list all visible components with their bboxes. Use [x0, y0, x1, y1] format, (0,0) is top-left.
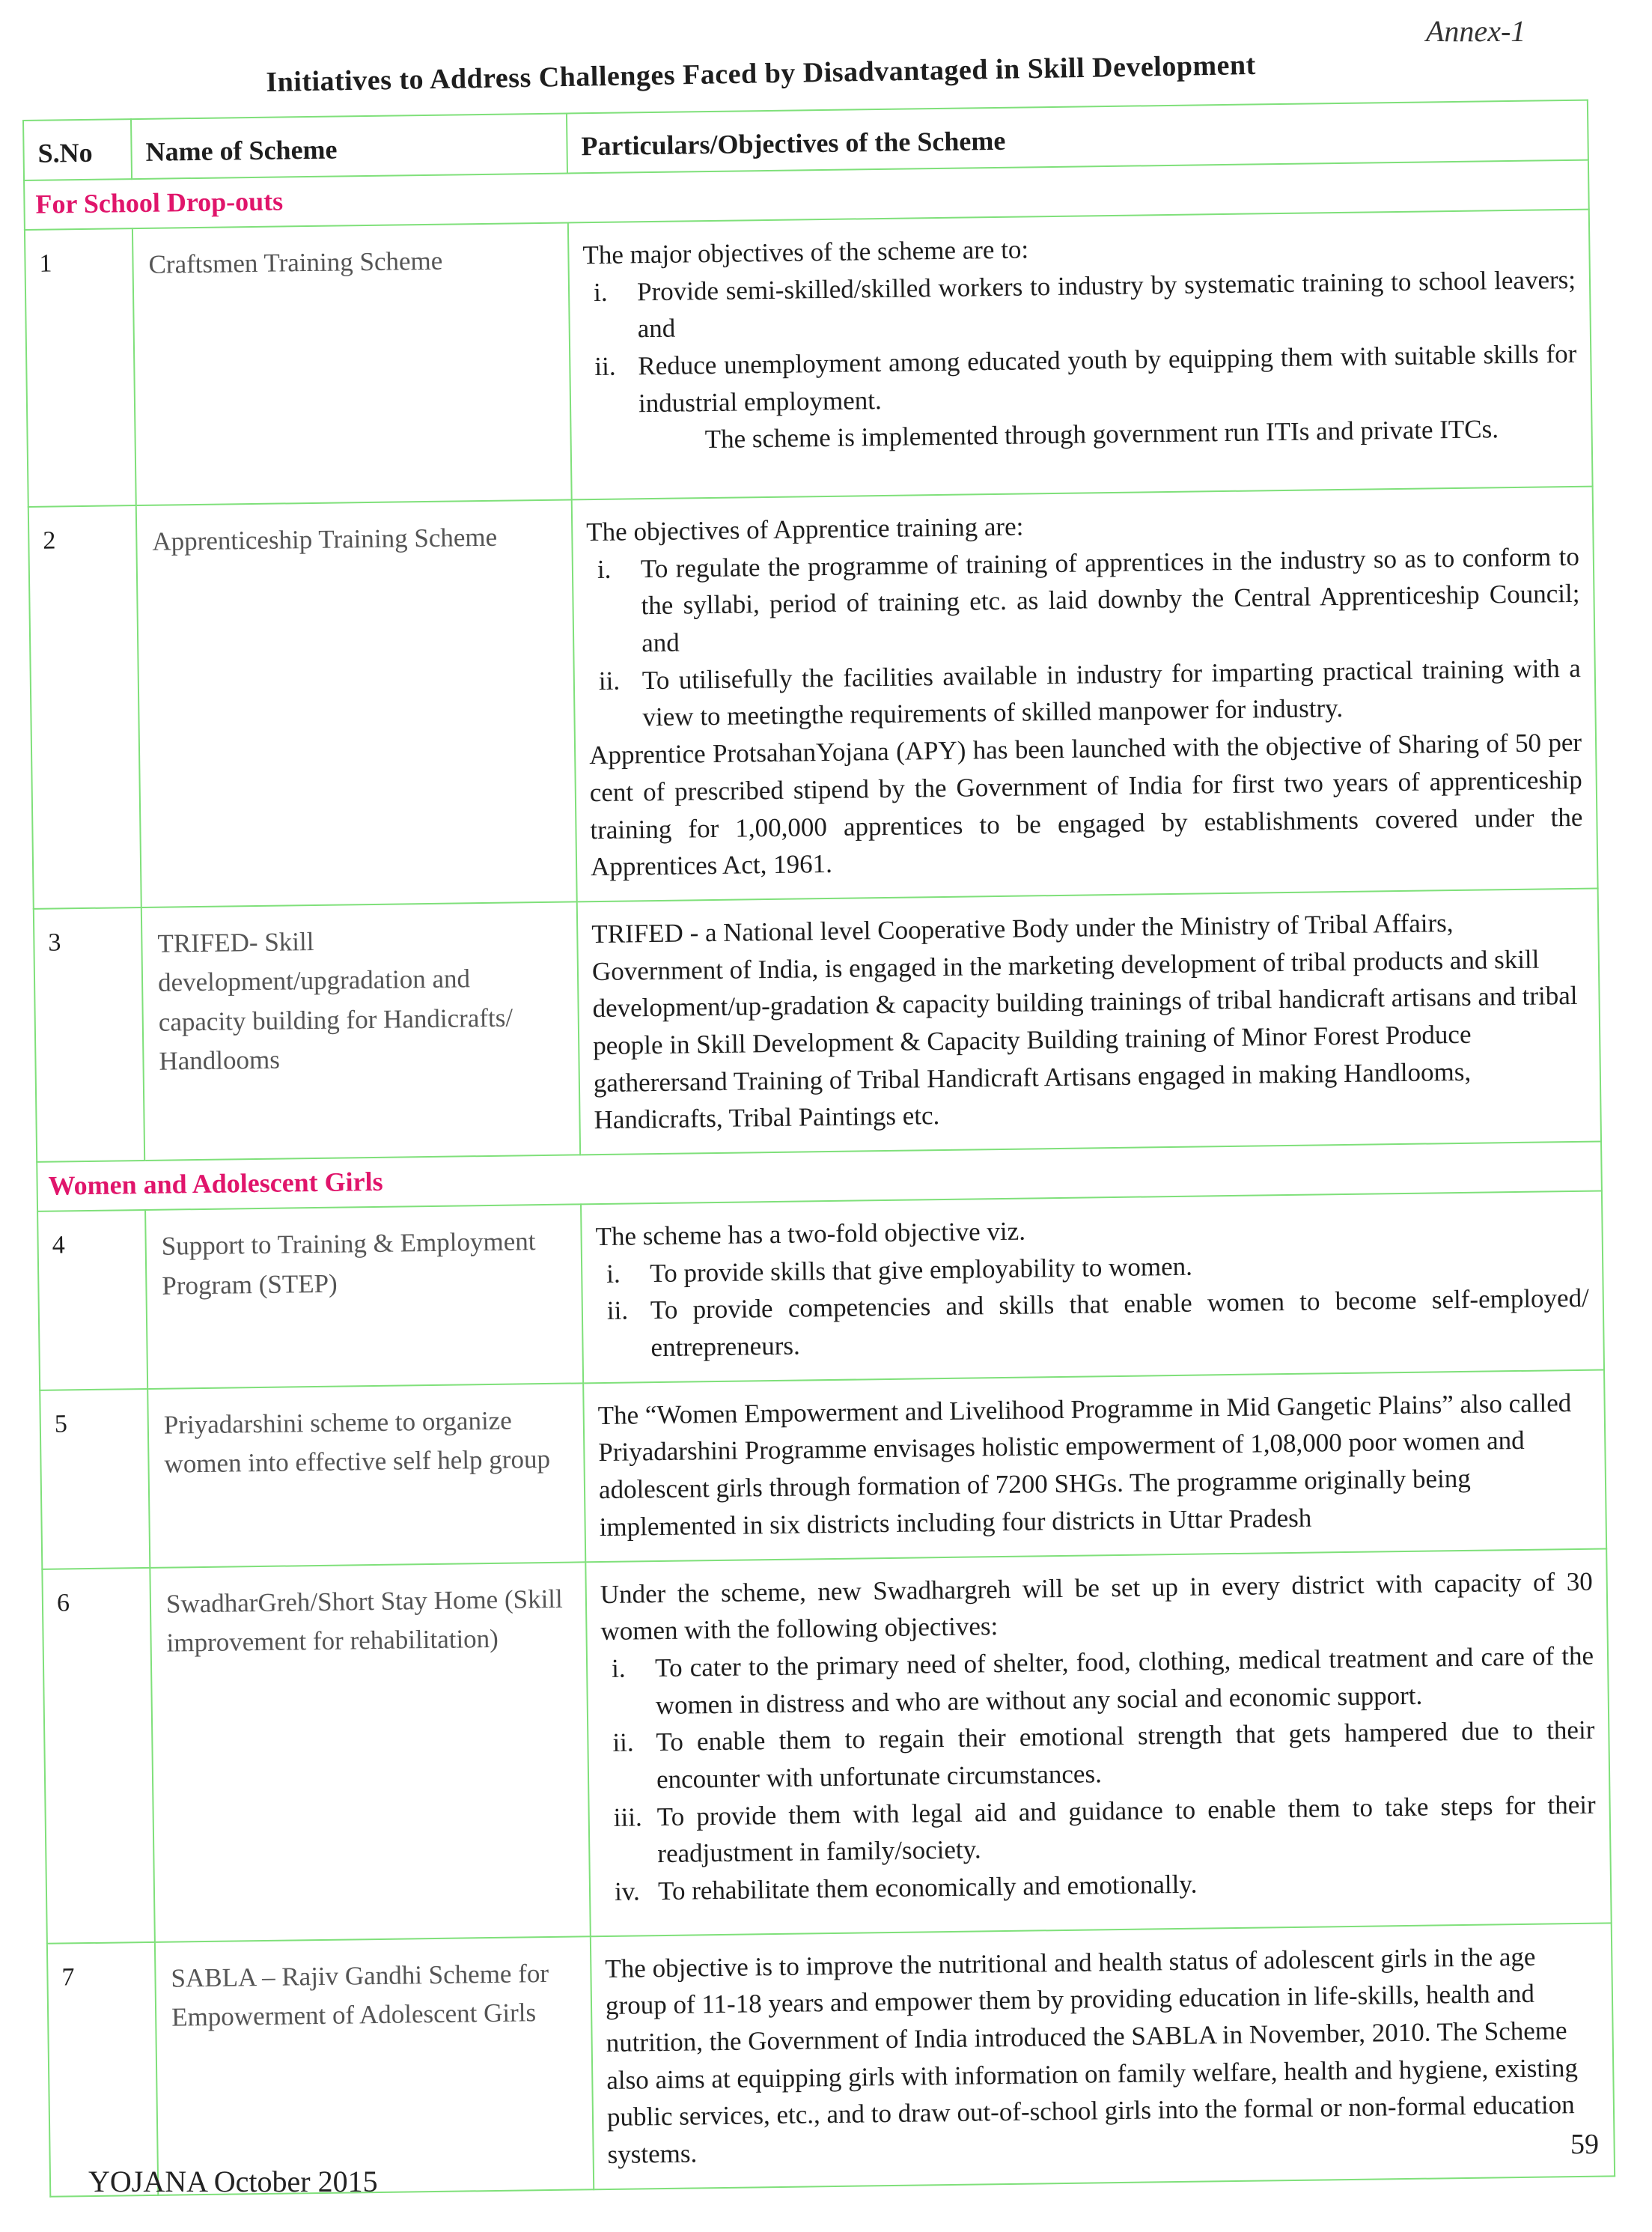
objective-list — [601, 1637, 1597, 1911]
particulars-intro: The scheme has a two-fold objective viz. — [595, 1216, 1026, 1252]
list-item — [587, 538, 1581, 663]
header-sno: S.No — [23, 119, 132, 180]
list-text: Provide semi-skilled/skilled workers to industry by systematic training to school leavers; and — [636, 264, 1576, 344]
list-number: ii. — [598, 666, 621, 696]
objective-list — [587, 538, 1582, 738]
schemes-table — [22, 100, 1615, 2198]
scheme-particulars — [572, 487, 1598, 902]
scheme-particulars — [585, 1548, 1611, 1936]
scheme-name: Support to Training & Employment Program (STEP) — [145, 1204, 583, 1388]
scheme-name: SABLA – Rajiv Gandhi Scheme for Empowerment of Adolescent Girls — [155, 1936, 594, 2195]
list-item — [583, 261, 1576, 349]
scheme-particulars: The objective is to improve the nutritional and health status of adolescent girls in the age group of 11-18 years and empower them by providing education in life-skills, health and nutrition, the Government of India introduced the SABLA in November, 2010. The Scheme also aims at equipping girls with information on family welfare, health and hygiene, existing public services, etc., and to draw out-of-school girls into the formal or non-formal education systems. — [591, 1923, 1615, 2189]
scheme-particulars: TRIFED - a National level Cooperative Body under the Ministry of Tribal Affairs, Government of India, is engaged in the marketing development of tribal products and skill development/up-gradation & capacity building trainings of tribal handicraft artisans and tribal people in Skill Development & Capacity Building training of Minor Forest Produce gatherersand Training of Tribal Handicraft Artisans engaged in making Handlooms, Handicrafts, Tribal Paintings etc. — [577, 888, 1601, 1155]
list-item — [603, 1786, 1596, 1873]
scheme-name: Priyadarshini scheme to organize women into effective self help group — [147, 1383, 585, 1567]
section-heading-women: Women and Adolescent Girls — [37, 1142, 1602, 1211]
header-name: Name of Scheme — [131, 113, 567, 179]
header-particulars: Particulars/Objectives of the Scheme — [567, 100, 1588, 174]
list-text: To regulate the programme of training of apprentices in the industry so as to conform to the syllabi, period of training etc. as laid downby the Central Apprenticeship Council; and — [640, 541, 1580, 658]
page-title: Initiatives to Address Challenges Faced by Disadvantaged in Skill Development — [266, 49, 1257, 98]
scheme-particulars: The “Women Empowerment and Livelihood Programme in Mid Gangetic Plains” also called Priyadarshini Programme envisages holistic empowerment of 1,08,000 poor women and adolescent girls through formation of 7200 SHGs. The programme originally being implemented in six districts including four districts in Uttar Pradesh — [583, 1369, 1606, 1562]
scheme-name: TRIFED- Skill development/upgradation and capacity building for Handicrafts/ Handlooms — [141, 901, 580, 1161]
row-sno: 3 — [34, 907, 144, 1162]
list-text: To provide competencies and skills that enable women to become self-employed/ entrepreneurs. — [650, 1283, 1590, 1363]
table-row — [40, 1369, 1606, 1569]
objective-list — [583, 261, 1577, 423]
page-number: 59 — [1570, 2129, 1599, 2160]
list-item — [588, 650, 1582, 738]
list-number: iv. — [614, 1876, 640, 1906]
publication-footer: YOJANA October 2015 — [88, 2165, 378, 2198]
table-row — [42, 1548, 1611, 1943]
particulars-intro: The objectives of Apprentice training are: — [586, 511, 1024, 547]
particulars-note: The scheme is implemented through government run ITIs and private ITCs. — [704, 414, 1499, 454]
scheme-name: Apprenticeship Training Scheme — [136, 499, 577, 907]
list-item — [602, 1712, 1595, 1799]
list-text: Reduce unemployment among educated youth by equipping them with suitable skills for industrial employment. — [638, 338, 1577, 419]
list-number: i. — [593, 277, 608, 307]
scheme-name: Craftsmen Training Scheme — [132, 222, 572, 505]
list-text: To provide them with legal aid and guidance to enable them to take steps for their readjustment in family/society. — [656, 1789, 1596, 1869]
row-sno: 4 — [37, 1210, 147, 1390]
list-number: i. — [611, 1653, 626, 1683]
list-number: i. — [597, 554, 612, 584]
row-sno: 1 — [25, 228, 136, 507]
list-text: To provide skills that give employability to women. — [649, 1251, 1193, 1288]
list-number: ii. — [612, 1727, 634, 1758]
list-text: To rehabilitate them economically and emotionally. — [657, 1869, 1198, 1906]
list-text: To cater to the primary need of shelter, food, clothing, medical treatment and care of the women in distress and who are without any social and economic support. — [654, 1640, 1594, 1720]
list-number: i. — [606, 1259, 621, 1289]
section-heading-dropouts: For School Drop-outs — [24, 160, 1589, 230]
table-row — [25, 210, 1593, 507]
list-text: To enable them to regain their emotional strength that gets hampered due to their encounter with unfortunate circumstances. — [656, 1715, 1595, 1795]
particulars-intro: Under the scheme, new Swadhargreh will be set up in every district with capacity of 30 women with the following objectives: — [600, 1566, 1593, 1646]
row-sno: 6 — [42, 1567, 155, 1943]
list-number: iii. — [613, 1801, 642, 1832]
table-row — [37, 1191, 1604, 1390]
list-number: ii. — [606, 1295, 629, 1326]
scheme-name: SwadharGreh/Short Stay Home (Skill improvement for rehabilitation) — [150, 1562, 590, 1942]
table-row — [34, 888, 1601, 1161]
list-text: To utilisefully the facilities available in industry for imparting practical training with a view to meetingthe requirements of skilled manpower for industry. — [641, 653, 1582, 732]
scheme-particulars — [581, 1191, 1604, 1384]
table-row — [47, 1923, 1615, 2196]
list-item — [597, 1280, 1590, 1367]
row-sno: 2 — [28, 505, 141, 909]
table-row — [28, 487, 1598, 909]
list-number: ii. — [594, 351, 616, 382]
annex-label: Annex-1 — [1426, 14, 1526, 48]
list-item — [584, 335, 1577, 423]
scheme-particulars — [568, 210, 1593, 500]
list-item — [601, 1637, 1594, 1725]
particulars-intro: The major objectives of the scheme are to: — [582, 234, 1029, 270]
row-sno: 7 — [47, 1941, 158, 2196]
particulars-note: Apprentice ProtsahanYojana (APY) has been launched with the objective of Sharing of 50 per cent of prescribed stipend by the Government of India for first two years of apprenticeship training for 1,00,000 apprentices to be engaged by establishments covered under the Apprentices Act, 1961. — [588, 727, 1583, 882]
objective-list — [596, 1242, 1590, 1366]
row-sno: 5 — [40, 1389, 150, 1569]
